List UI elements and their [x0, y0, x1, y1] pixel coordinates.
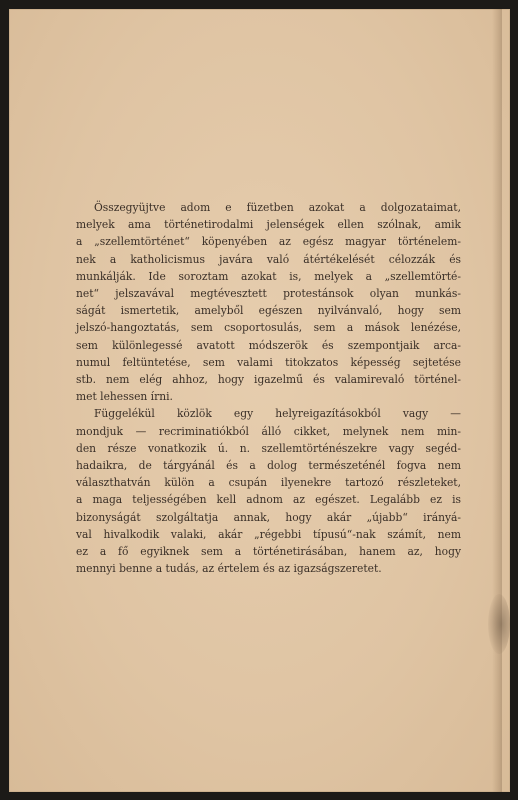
book-page — [9, 9, 510, 792]
text-line: mondjuk — recriminatiókból álló cikket, melynek nem min- — [76, 424, 461, 438]
text-line: a maga teljességében kell adnom az egészet. Legalább ez is — [76, 493, 461, 507]
paragraph-1 — [76, 199, 461, 405]
text-line: Függelékül közlök egy helyreigazításokból vagy — — [94, 407, 461, 421]
text-line: munkálják. Ide soroztam azokat is, melyek a „szellemtörté- — [76, 269, 461, 283]
text-line: bizonyságát szolgáltatja annak, hogy akár „újabb“ irányá- — [76, 510, 461, 524]
text-line: stb. nem elég ahhoz, hogy igazelmű és valamirevaló történel- — [76, 373, 461, 387]
text-line: ez a fő egyiknek sem a történetirásában, hanem az, hogy — [76, 545, 461, 559]
text-line: a „szellemtörténet“ köpenyében az egész magyar történelem- — [76, 235, 461, 249]
text-line: mennyi benne a tudás, az értelem és az igazságszeretet. — [76, 562, 382, 576]
text-line: val hivalkodik valaki, akár „régebbi típusú“-nak számít, nem — [76, 527, 461, 541]
text-line: sem különlegessé avatott módszerök és szempontjaik arca- — [76, 338, 461, 352]
text-line: jelszó-hangoztatás, sem csoportosulás, sem a mások lenézése, — [76, 321, 461, 335]
text-line: met lehessen írni. — [76, 390, 173, 404]
text-line: Összegyüjtve adom e füzetben azokat a dolgozataimat, — [94, 201, 461, 214]
preface-text — [76, 199, 461, 577]
text-line: numul feltüntetése, sem valami titokzatos képesség sejtetése — [76, 355, 461, 369]
text-line: nek a katholicismus javára való átértékelését célozzák és — [76, 252, 461, 266]
page-edge-shadow — [492, 9, 502, 792]
paragraph-2 — [76, 405, 461, 577]
text-line: den része vonatkozik ú. n. szellemtörténészekre vagy segéd- — [76, 441, 461, 455]
paper-stain — [488, 594, 510, 654]
text-line: ságát ismertetik, amelyből egészen nyilvánvaló, hogy sem — [76, 304, 461, 318]
text-line: melyek ama történetirodalmi jelenségek ellen szólnak, amik — [76, 218, 461, 232]
text-line: hadaikra, de tárgyánál és a dolog természeténél fogva nem — [76, 459, 461, 473]
text-line: választhatván külön a csupán ilyenekre tartozó részleteket, — [76, 476, 461, 490]
text-line: net“ jelszavával megtévesztett protestánsok olyan munkás- — [76, 287, 461, 301]
